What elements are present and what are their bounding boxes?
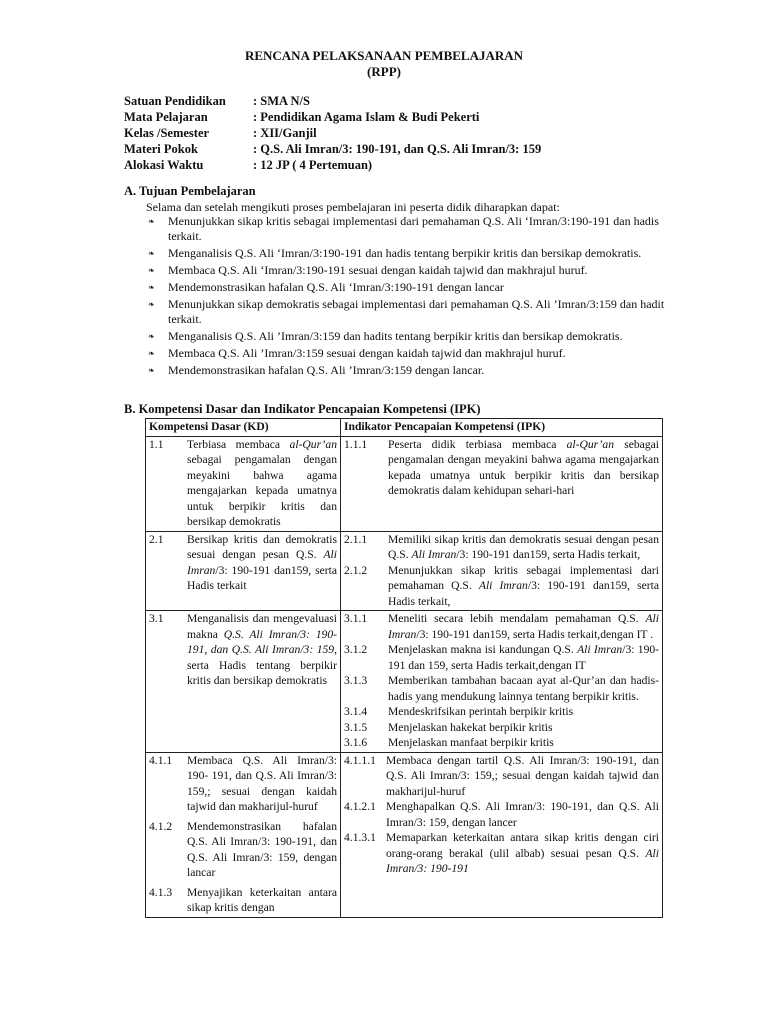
kd-cell (146, 531, 341, 611)
ipk-text: /3: 190-191 dan159, serta Hadis terkait, (456, 548, 641, 561)
ipk-number: 2.1.1 (344, 532, 368, 546)
kd-text-italic: Ali Imran (187, 548, 337, 577)
ipk-text: Mendeskrifsikan perintah berpikir kritis (388, 705, 574, 718)
identity-label: Mata Pelajaran (124, 110, 208, 124)
identity-value: : Pendidikan Agama Islam & Budi Pekerti (253, 110, 480, 124)
ipk-item (344, 437, 659, 499)
kd-number: 3.1 (149, 612, 164, 625)
kd-item (149, 885, 337, 916)
identity-label: Materi Pokok (124, 142, 198, 156)
kd-item (149, 819, 337, 881)
ipk-item (344, 753, 659, 800)
table-row (146, 752, 663, 917)
ipk-text-italic: Ali Imran/3: 190-191 (386, 846, 659, 875)
floral-bullet-icon: ❧ (148, 217, 155, 226)
ipk-text-italic: Ali Imran (577, 643, 623, 656)
column-header-kd: Kompetensi Dasar (KD) (146, 419, 341, 437)
objective-text: Mendemonstrasikan hafalan Q.S. Ali ’Imran/3:159 dengan lancar. (168, 363, 485, 377)
competency-table (145, 418, 663, 918)
kd-text: Terbiasa membaca (187, 437, 290, 451)
objective-text: Menunjukkan sikap kritis sebagai implementasi dari pemahaman Q.S. Ali ‘Imran/3:190-191 dan hadis terkait. (168, 214, 659, 243)
ipk-number: 4.1.2.1 (344, 800, 376, 813)
document-subtitle: (RPP) (367, 64, 401, 79)
ipk-text: Menghapalkan Q.S. Ali Imran/3: 190-191, dan Q.S. Ali Imran/3: 159, dengan lancer (386, 800, 659, 829)
ipk-item (344, 799, 659, 830)
objective-text: Membaca Q.S. Ali ’Imran/3:159 sesuai dengan kaidah tajwid dan makhrajul huruf. (168, 346, 566, 360)
ipk-cell (341, 436, 663, 531)
ipk-text-italic: Ali Imran (388, 612, 659, 641)
kd-cell (146, 752, 341, 917)
ipk-text: Menjelaskan hakekat berpikir kritis (388, 720, 553, 734)
ipk-number: 1.1.1 (344, 437, 368, 451)
table-row (146, 436, 663, 531)
kd-text-italic: Q.S. Ali Imran/3: 190-191, dan Q.S. Ali Imran/3: 159 (187, 627, 337, 656)
objective-text: Membaca Q.S. Ali ‘Imran/3:190-191 sesuai dengan kaidah tajwid dan makhrajul huruf. (168, 263, 588, 277)
objective-text: Mendemonstrasikan hafalan Q.S. Ali ‘Imran/3:190-191 dengan lancar (168, 280, 504, 294)
kd-text-italic: al-Qur’an (289, 437, 337, 451)
ipk-text-italic: Ali Imran (411, 548, 457, 561)
ipk-cell (341, 531, 663, 611)
kd-number: 4.1.2 (149, 819, 173, 833)
list-item (146, 329, 666, 344)
section-a-intro: Selama dan setelah mengikuti proses pembelajaran ini peserta didik diharapkan dapat: (146, 200, 560, 214)
floral-bullet-icon: ❧ (148, 266, 155, 275)
objective-text: Menunjukkan sikap demokratis sebagai implementasi dari pemahaman Q.S. Ali ’Imran/3:159 dan hadit terkait. (168, 297, 665, 326)
kd-item (149, 532, 337, 594)
floral-bullet-icon: ❧ (148, 300, 155, 309)
column-header-ipk: Indikator Pencapaian Kompetensi (IPK) (341, 419, 663, 437)
ipk-number: 3.1.2 (344, 643, 368, 656)
ipk-text-italic: al-Qur’an (566, 437, 615, 451)
section-a-heading: A. Tujuan Pembelajaran (124, 184, 256, 198)
ipk-number: 4.1.3.1 (344, 831, 376, 844)
ipk-number: 3.1.3 (344, 674, 368, 687)
ipk-number: 3.1.1 (344, 612, 368, 625)
ipk-item (344, 720, 659, 736)
kd-text: Menyajikan keterkaitan antara sikap kritis dengan (187, 885, 337, 914)
ipk-text: Menjelaskan manfaat berpikir kritis (388, 736, 554, 749)
ipk-text: Menjelaskan makna isi kandungan Q.S. (388, 643, 578, 656)
kd-item (149, 437, 337, 530)
list-item (146, 214, 666, 244)
kd-number: 2.1 (149, 532, 164, 546)
objective-text: Menganalisis Q.S. Ali ’Imran/3:159 dan hadits tentang berpikir kritis dan bersikap demokratis. (168, 329, 623, 343)
ipk-item (344, 532, 659, 563)
ipk-cell (341, 611, 663, 753)
kd-text: Mendemonstrasikan hafalan Q.S. Ali Imran/3: 190-191, dan Q.S. Ali Imran/3: 159, dengan lancar (187, 819, 337, 879)
kd-number: 1.1 (149, 437, 164, 451)
floral-bullet-icon: ❧ (148, 366, 155, 375)
identity-label: Satuan Pendidikan (124, 94, 226, 108)
floral-bullet-icon: ❧ (148, 249, 155, 258)
floral-bullet-icon: ❧ (148, 349, 155, 358)
ipk-text: /3: 190-191 dan159, serta Hadis terkait, (388, 579, 659, 608)
kd-cell (146, 436, 341, 531)
ipk-number: 2.1.2 (344, 563, 368, 577)
ipk-number: 3.1.4 (344, 705, 368, 718)
ipk-item (344, 673, 659, 704)
objectives-list (146, 214, 666, 380)
kd-item (149, 611, 337, 689)
ipk-text: Membaca dengan tartil Q.S. Ali Imran/3: 190-191, dan Q.S. Ali Imran/3: 159,; sesuai dengan kaidah tajwid dan makharijul-huruf (386, 753, 659, 798)
table-header-row (146, 419, 663, 437)
section-b-heading: B. Kompetensi Dasar dan Indikator Pencapaian Kompetensi (IPK) (124, 402, 481, 416)
table-row (146, 531, 663, 611)
document-title: RENCANA PELAKSANAAN PEMBELAJARAN (244, 48, 524, 63)
ipk-number: 3.1.6 (344, 736, 368, 749)
ipk-text: sebagai pengamalan dengan meyakini bahwa agama mengajarkan kepada umatnya untuk berpikir kritis dan bersikap demokratis dalam kehidupan sehari-hari (388, 437, 659, 497)
identity-value: : Q.S. Ali Imran/3: 190-191, dan Q.S. Ali Imran/3: 159 (253, 142, 542, 156)
identity-label: Alokasi Waktu (124, 158, 204, 172)
ipk-text: /3: 190-191 dan159, serta Hadis terkait,dengan IT . (416, 627, 654, 641)
list-item (146, 280, 666, 295)
kd-text: Bersikap kritis dan demokratis sesuai dengan pesan Q.S. (187, 532, 337, 561)
ipk-text: Peserta didik terbiasa membaca (388, 437, 567, 451)
ipk-text: Memberikan tambahan bacaan ayat al-Qur’an dan hadis-hadis yang mendukung lainnya tentang berpikir kritis. (388, 674, 659, 703)
kd-text: sebagai pengamalan dengan meyakini bahwa agama mengajarkan kepada umatnya untuk berpikir kritis dan bersikap demokratis (187, 453, 337, 528)
list-item (146, 263, 666, 278)
ipk-cell (341, 752, 663, 917)
ipk-item (344, 611, 659, 642)
ipk-item (344, 735, 659, 751)
identity-value: : 12 JP ( 4 Pertemuan) (253, 158, 373, 172)
kd-item (149, 753, 337, 815)
ipk-number: 3.1.5 (344, 720, 368, 734)
kd-number: 4.1.1 (149, 753, 173, 767)
list-item (146, 246, 666, 261)
kd-cell (146, 611, 341, 753)
list-item (146, 297, 666, 327)
ipk-item (344, 563, 659, 610)
kd-text: Menganalisis dan mengevaluasi makna (187, 612, 337, 641)
kd-text: Membaca Q.S. Ali Imran/3: 190- 191, dan Q.S. Ali Imran/3: 159,; sesuai dengan kaidah tajwid dan makharijul-huruf (187, 753, 337, 813)
list-item (146, 346, 666, 361)
table-row (146, 611, 663, 753)
list-item (146, 363, 666, 378)
kd-number: 4.1.3 (149, 885, 173, 899)
floral-bullet-icon: ❧ (148, 283, 155, 292)
ipk-text: Memaparkan keterkaitan antara sikap kritis dengan ciri orang-orang berakal (ulil albab) sesuai pesan Q.S. (386, 831, 659, 860)
floral-bullet-icon: ❧ (148, 332, 155, 341)
ipk-number: 4.1.1.1 (344, 753, 376, 767)
objective-text: Menganalisis Q.S. Ali ‘Imran/3:190-191 dan hadis tentang berpikir kritis dan bersikap demokratis. (168, 246, 642, 260)
ipk-item (344, 830, 659, 877)
identity-value: : SMA N/S (253, 94, 310, 108)
ipk-text: Memiliki sikap kritis dan demokratis sesuai dengan pesan Q.S. (388, 532, 659, 561)
ipk-item (344, 642, 659, 673)
identity-label: Kelas /Semester (124, 126, 210, 140)
kd-text: /3: 190-191 dan159, serta Hadis terkait (187, 563, 337, 592)
ipk-item (344, 704, 659, 720)
ipk-text: /3: 190-191 dan 159, serta Hadis terkait,dengan IT (388, 643, 660, 672)
kd-text: , serta Hadis tentang berpikir kritis dan bersikap demokratis (187, 643, 337, 687)
identity-value: : XII/Ganjil (253, 126, 317, 140)
ipk-text-italic: Ali Imran (478, 579, 528, 592)
ipk-text: Menunjukkan sikap kritis sebagai implementasi dari pemahaman Q.S. (388, 563, 659, 592)
ipk-text: Meneliti secara lebih mendalam pemahaman Q.S. (388, 612, 646, 625)
